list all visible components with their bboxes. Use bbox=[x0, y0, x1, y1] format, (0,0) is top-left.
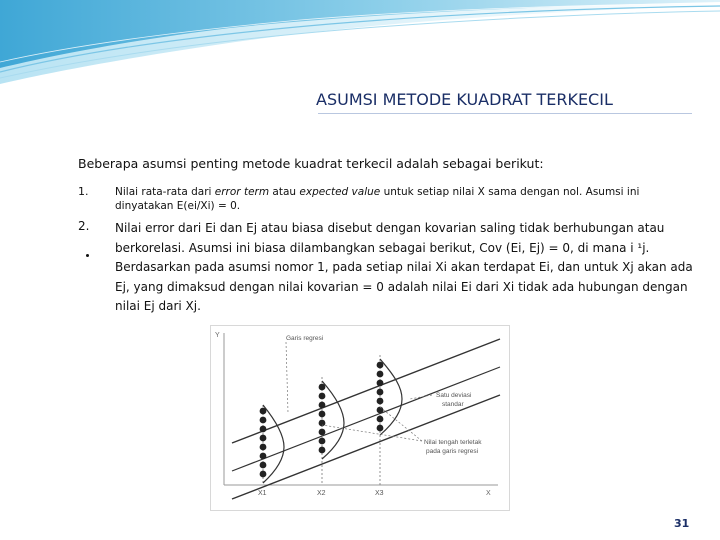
point bbox=[260, 435, 267, 442]
point bbox=[319, 411, 326, 418]
point bbox=[377, 389, 384, 396]
point bbox=[319, 384, 326, 391]
x-tick-label: X3 bbox=[375, 490, 384, 497]
point bbox=[260, 453, 267, 460]
bullet-dot bbox=[86, 254, 89, 257]
point bbox=[377, 371, 384, 378]
title-underline bbox=[318, 113, 692, 114]
point bbox=[377, 380, 384, 387]
point bbox=[260, 444, 267, 451]
item-1-error-term: error term bbox=[214, 186, 270, 198]
y-axis-label: Y bbox=[215, 332, 220, 339]
point bbox=[319, 402, 326, 409]
page-number: 31 bbox=[674, 517, 690, 530]
item-1-part-a: Nilai rata-rata dari bbox=[115, 186, 215, 198]
x-tick-label: X1 bbox=[258, 490, 267, 497]
point bbox=[319, 447, 326, 454]
point bbox=[260, 426, 267, 433]
point bbox=[319, 420, 326, 427]
point bbox=[260, 471, 267, 478]
point bbox=[260, 462, 267, 469]
item-1-expected-value: expected value bbox=[299, 186, 381, 198]
point bbox=[377, 416, 384, 423]
item-text-1 bbox=[115, 185, 695, 213]
mean-label-line1: Nilai tengah terletak bbox=[424, 439, 482, 446]
point bbox=[319, 393, 326, 400]
point bbox=[260, 408, 267, 415]
item-text-2: Nilai error dari Ei dan Ej atau biasa disebut dengan kovarian saling tidak berhubungan atau berkorelasi. Asumsi ini biasa dilambangkan sebagai berikut, Cov (Ei, Ej) = 0, di mana i ¹j. Berdasarkan pada asumsi nomor 1, pada setiap nilai Xi akan terdapat Ei, dan untuk Xj akan ada Ej, yang dimaksud dengan nilai kovarian = 0 adalah nilai Ei dari Xi tidak ada hubungan dengan nilai Ej dari Xj. bbox=[115, 221, 693, 313]
point bbox=[319, 429, 326, 436]
point bbox=[377, 398, 384, 405]
point bbox=[319, 438, 326, 445]
slide-title: ASUMSI METODE KUADRAT TERKECIL bbox=[316, 90, 613, 109]
x-axis-label: X bbox=[486, 490, 491, 497]
sd-label-line1: Satu deviasi bbox=[436, 392, 472, 399]
header-swoosh-decoration bbox=[0, 0, 720, 90]
mean-label-line2: pada garis regresi bbox=[426, 448, 479, 455]
item-number-1: 1. bbox=[78, 185, 89, 198]
point bbox=[377, 425, 384, 432]
item-1-part-c: atau bbox=[269, 186, 300, 198]
point bbox=[377, 362, 384, 369]
regression-line-label: Garis regresi bbox=[286, 335, 324, 342]
intro-text: Beberapa asumsi penting metode kuadrat terkecil adalah sebagai berikut: bbox=[78, 156, 544, 171]
x-tick-label: X2 bbox=[317, 490, 326, 497]
item-number-2: 2. bbox=[78, 219, 90, 233]
point bbox=[260, 417, 267, 424]
sd-label-line2: standar bbox=[442, 401, 464, 408]
item-1-part-e: untuk setiap nilai X sama dengan nol. Asumsi ini dinyatakan E(ei/Xi) = 0. bbox=[115, 186, 640, 212]
point bbox=[377, 407, 384, 414]
regression-figure bbox=[210, 325, 510, 511]
